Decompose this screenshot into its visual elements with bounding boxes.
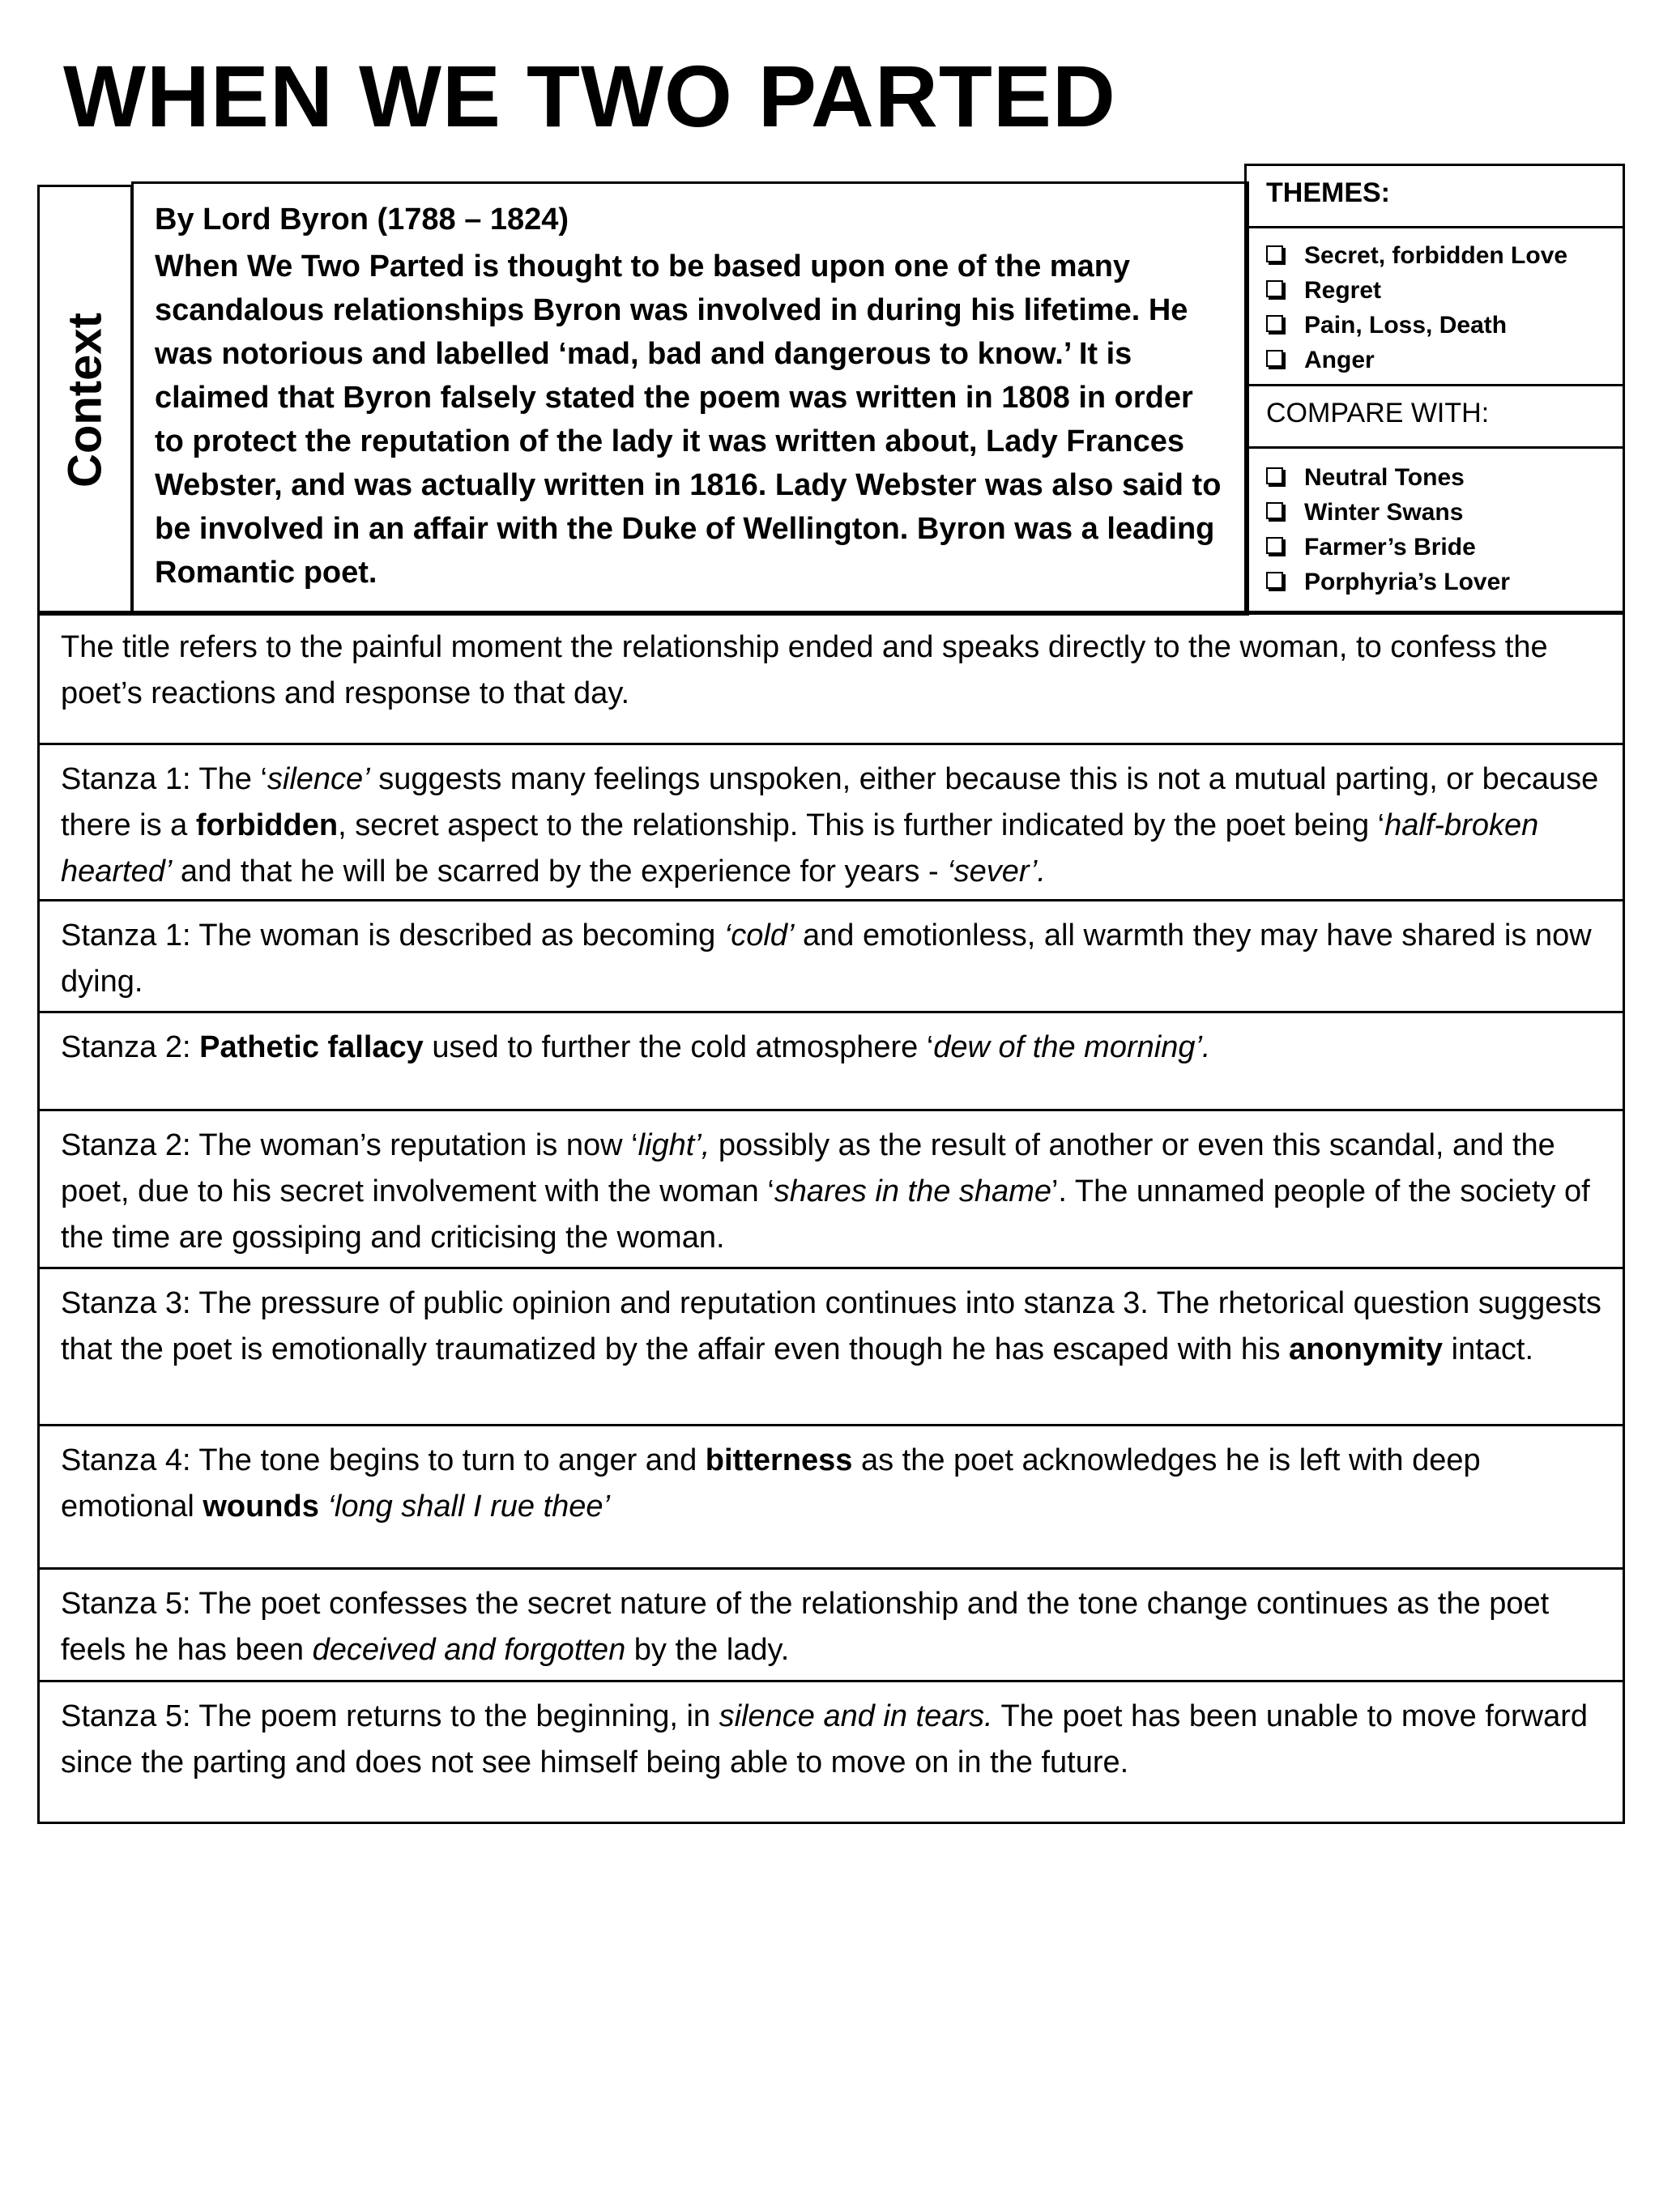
checkbox-icon	[1266, 350, 1283, 367]
note-stanza-2a: Stanza 2: Pathetic fallacy used to further the cold atmosphere ‘dew of the morning’.	[37, 1011, 1625, 1111]
compare-item: Neutral Tones	[1266, 460, 1603, 495]
note-stanza-5a: Stanza 5: The poet confesses the secret nature of the relationship and the tone change continues as the poet feels he has been deceived and forgotten by the lady.	[37, 1567, 1625, 1682]
compare-item: Winter Swans	[1266, 495, 1603, 530]
note-stanza-1b: Stanza 1: The woman is described as becoming ‘cold’ and emotionless, all warmth they may have shared is now dying.	[37, 899, 1625, 1013]
note-stanza-3: Stanza 3: The pressure of public opinion and reputation continues into stanza 3. The rhetorical question suggests that the poet is emotionally traumatized by the affair even though he has escaped with his anonymity intact.	[37, 1267, 1625, 1426]
note-stanza-2b: Stanza 2: The woman’s reputation is now ‘light’, possibly as the result of another or even this scandal, and the poet, due to his secret involvement with the woman ‘shares in the shame’. The unnamed people of the society of the time are gossiping and criticising the woman.	[37, 1109, 1625, 1269]
compare-item: Farmer’s Bride	[1266, 530, 1603, 565]
note-stanza-5b: Stanza 5: The poem returns to the beginning, in silence and in tears. The poet has been unable to move forward since the parting and does not see himself being able to move on in the future.	[37, 1680, 1625, 1824]
compare-item: Porphyria’s Lover	[1266, 565, 1603, 599]
checkbox-icon	[1266, 537, 1283, 554]
checkbox-icon	[1266, 502, 1283, 519]
context-box	[131, 181, 1249, 616]
theme-item: Secret, forbidden Love	[1266, 238, 1603, 273]
checkbox-icon	[1266, 572, 1283, 589]
notes-table	[37, 613, 1625, 1824]
compare-list	[1244, 446, 1625, 615]
theme-item: Pain, Loss, Death	[1266, 308, 1603, 343]
compare-heading: COMPARE WITH:	[1244, 384, 1625, 449]
checkbox-icon	[1266, 245, 1283, 262]
context-text: When We Two Parted is thought to be based upon one of the many scandalous relationships Byron was involved in during his lifetime. He was notorious and labelled ‘mad, bad and dangerous to know.’ It is claimed that Byron falsely stated the poem was written in 1808 in order to protect the reputation of the lady it was written about, Lady Frances Webster, and was actually written in 1816. Lady Webster was also said to be involved in an affair with the Duke of Wellington. Byron was a leading Romantic poet.	[155, 249, 1222, 590]
checkbox-icon	[1266, 315, 1283, 332]
checkbox-icon	[1266, 280, 1283, 297]
themes-heading: THEMES:	[1244, 164, 1625, 228]
context-label-box	[37, 185, 133, 616]
author-line: By Lord Byron (1788 – 1824)	[155, 202, 569, 237]
note-stanza-4: Stanza 4: The tone begins to turn to anger and bitterness as the poet acknowledges he is left with deep emotional wounds ‘long shall I rue thee’	[37, 1424, 1625, 1570]
theme-item: Regret	[1266, 273, 1603, 308]
themes-list	[1244, 226, 1625, 386]
note-stanza-1a: Stanza 1: The ‘silence’ suggests many feelings unspoken, either because this is not a mutual parting, or because there is a forbidden, secret aspect to the relationship. This is further indicated by the poet being ‘half-broken hearted’ and that he will be scarred by the experience for years - ‘sever’.	[37, 743, 1625, 901]
checkbox-icon	[1266, 467, 1283, 484]
theme-item: Anger	[1266, 343, 1603, 377]
note-title: The title refers to the painful moment the relationship ended and speaks directly to the woman, to confess the poet’s reactions and response to that day.	[37, 611, 1625, 745]
page-title: WHEN WE TWO PARTED	[63, 47, 1116, 145]
context-label: Context	[58, 313, 112, 488]
